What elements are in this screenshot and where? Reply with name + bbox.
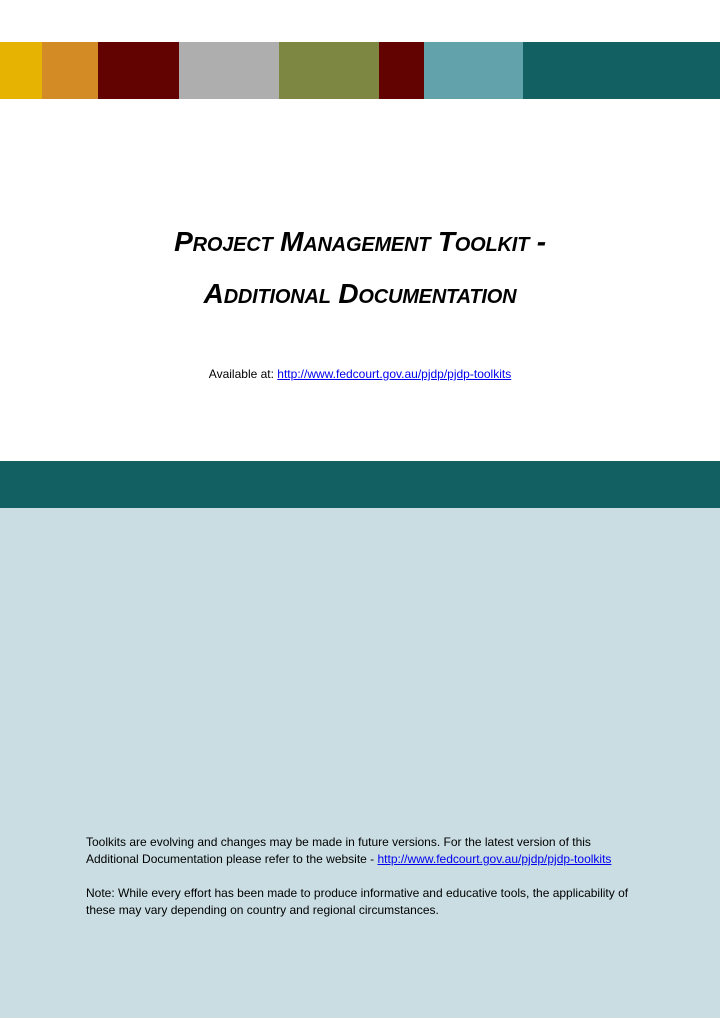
header-color-bar bbox=[0, 42, 720, 99]
teal-band bbox=[0, 461, 720, 508]
availability-note bbox=[0, 367, 720, 381]
color-swatch-3 bbox=[98, 42, 179, 99]
available-label: Available at: bbox=[208, 367, 278, 381]
toolkits-link[interactable]: http://www.fedcourt.gov.au/pjdp/pjdp-toolkits bbox=[277, 367, 512, 381]
version-note-text: Toolkits are evolving and changes may be made in future versions. For the latest version of this Additional Documentation please refer to the website - bbox=[86, 835, 591, 866]
color-swatch-7 bbox=[424, 42, 523, 99]
color-swatch-2 bbox=[42, 42, 98, 99]
color-swatch-6 bbox=[379, 42, 424, 99]
color-swatch-5 bbox=[279, 42, 379, 99]
disclaimer-note: Note: While every effort has been made to produce informative and educative tools, the applicability of these may vary depending on country and regional circumstances. bbox=[86, 886, 629, 917]
color-swatch-8 bbox=[523, 42, 720, 99]
color-swatch-1 bbox=[0, 42, 42, 99]
color-swatch-4 bbox=[179, 42, 279, 99]
notes-section bbox=[86, 834, 646, 936]
version-note bbox=[86, 834, 646, 868]
document-title bbox=[0, 222, 720, 326]
website-link[interactable]: http://www.fedcourt.gov.au/pjdp/pjdp-toolkits bbox=[377, 852, 612, 866]
title-line-2: Additional Documentation bbox=[203, 278, 517, 309]
info-panel bbox=[0, 508, 720, 1018]
title-line-1: Project Management Toolkit - bbox=[174, 226, 546, 257]
